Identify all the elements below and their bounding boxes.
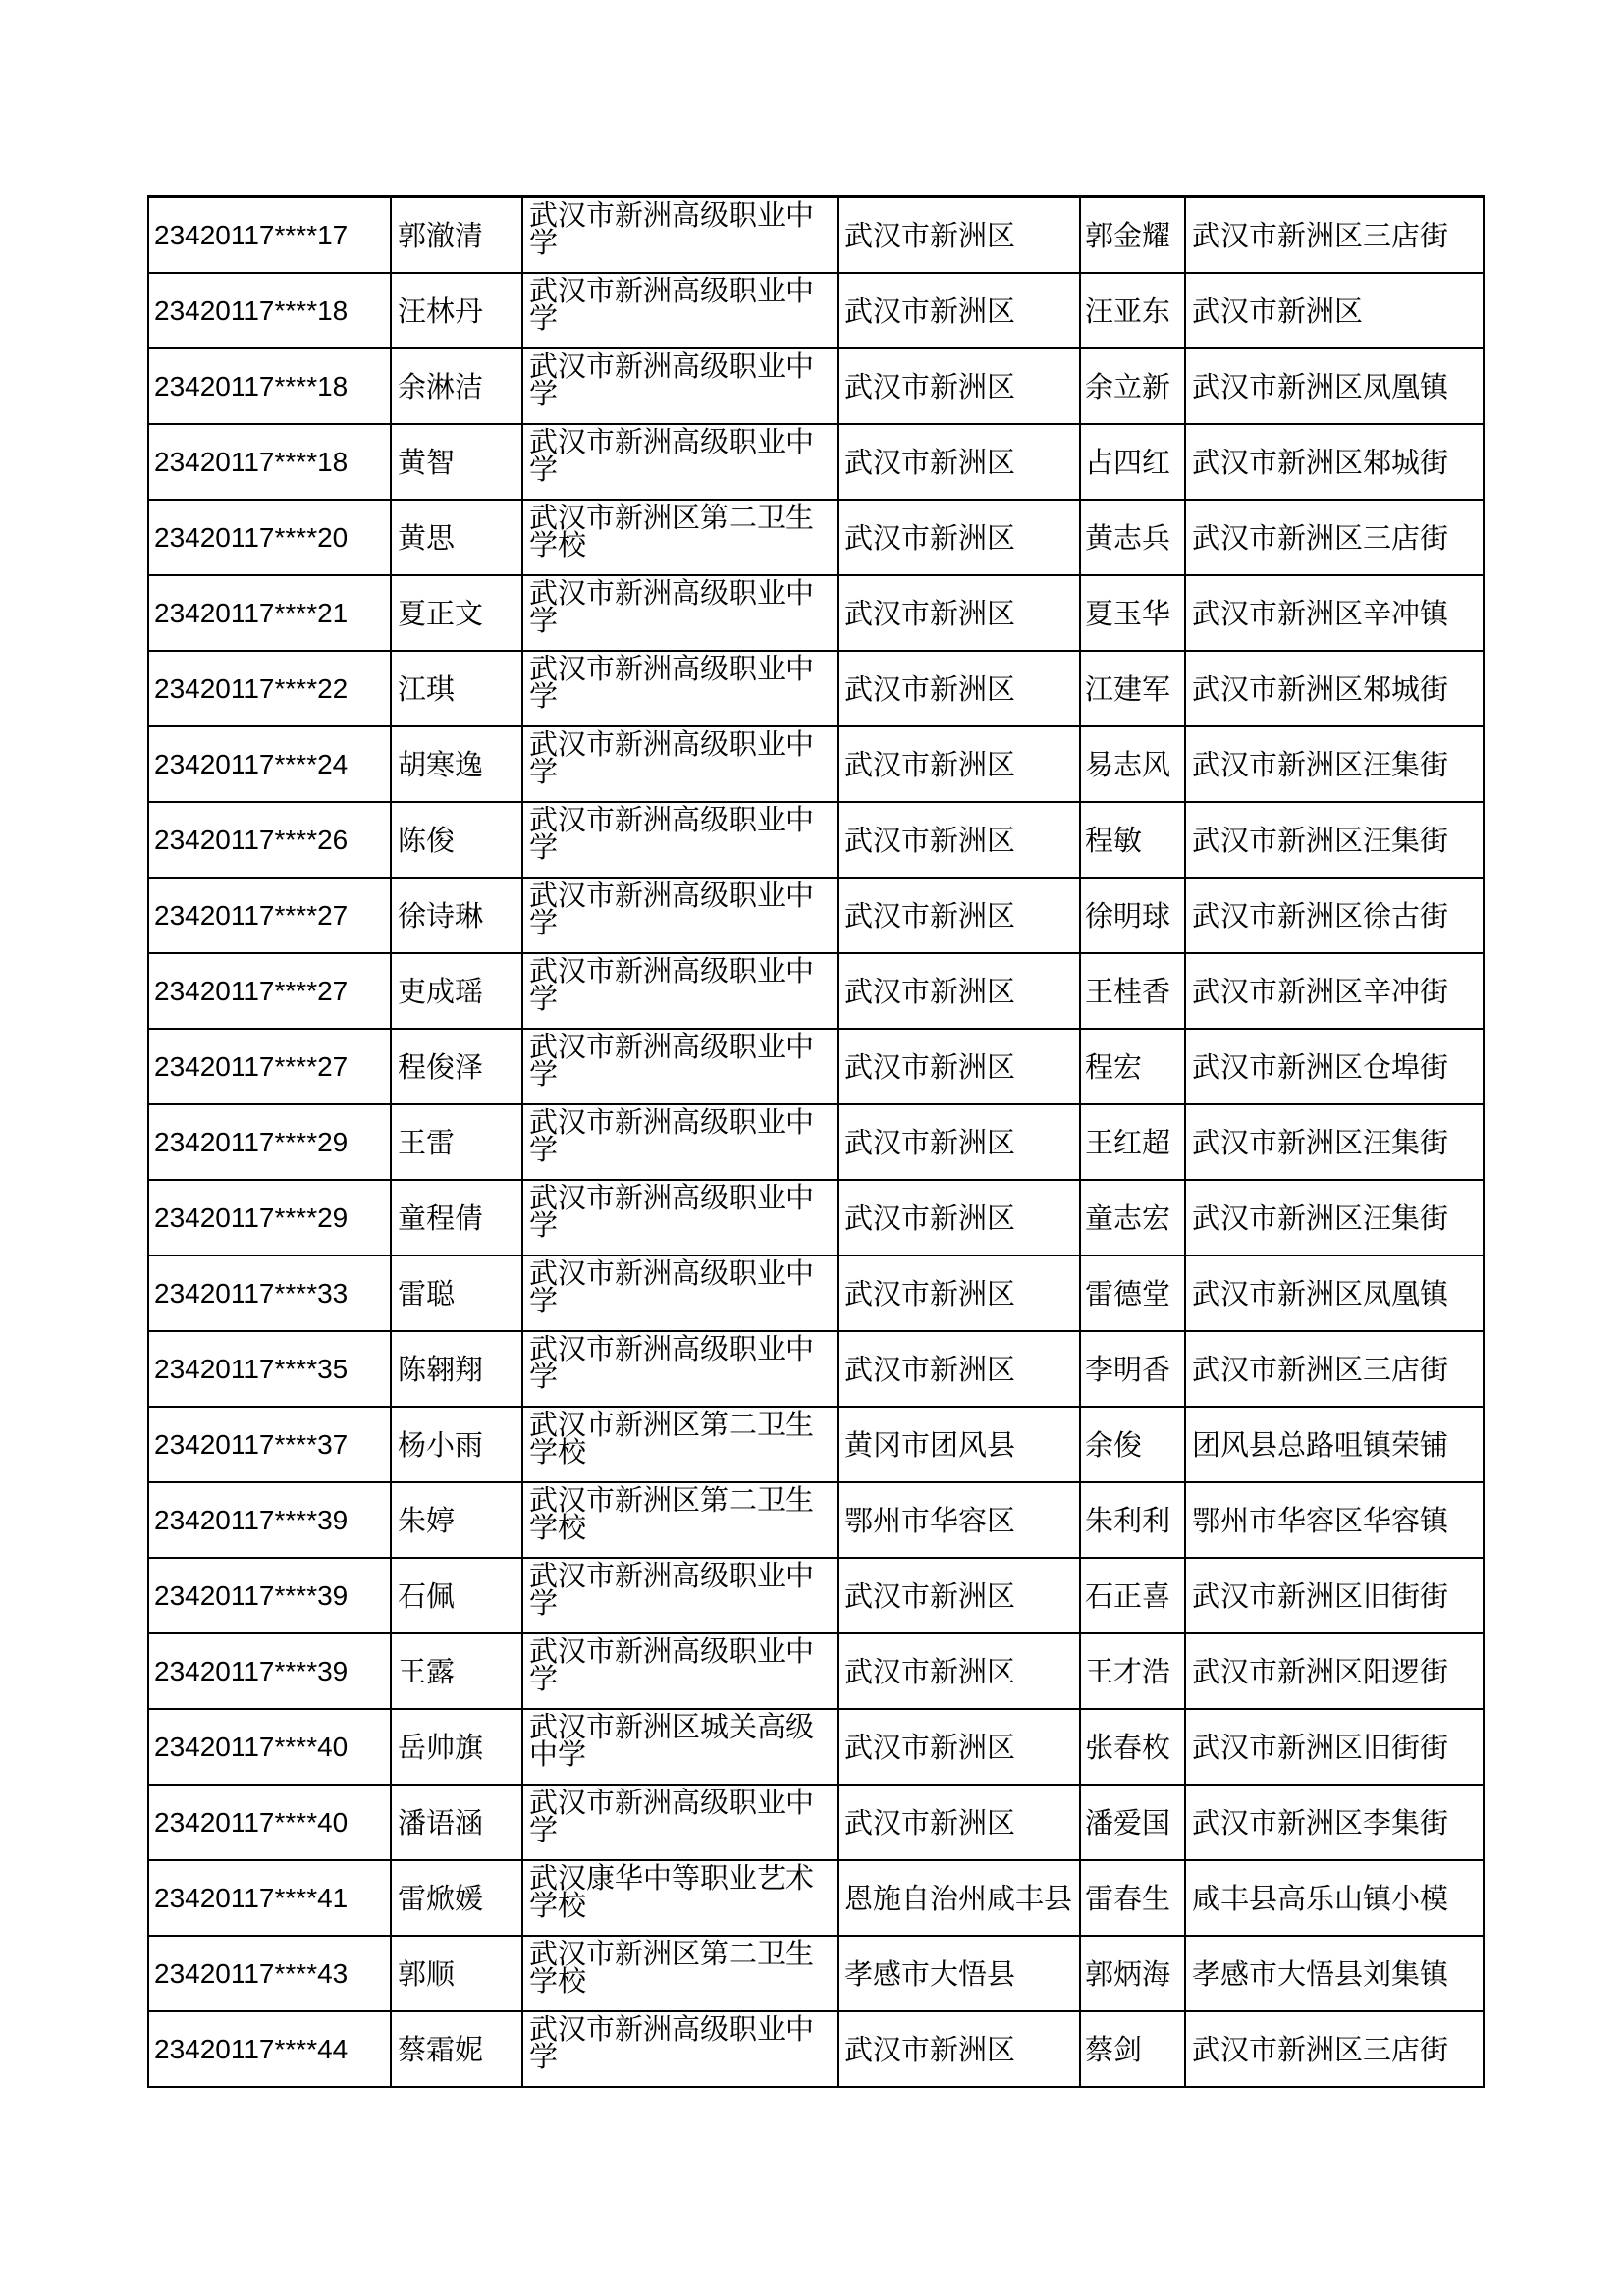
cell-school: 武汉市新洲高级职业中学 (522, 651, 838, 726)
cell-name: 郭澈清 (391, 197, 522, 274)
cell-parent: 占四红 (1080, 424, 1185, 500)
cell-address: 武汉市新洲区三店街 (1185, 500, 1484, 575)
cell-school: 武汉市新洲区第二卫生学校 (522, 1936, 838, 2011)
cell-school: 武汉市新洲高级职业中学 (522, 1785, 838, 1860)
cell-address: 武汉市新洲区徐古街 (1185, 878, 1484, 953)
cell-school: 武汉市新洲高级职业中学 (522, 273, 838, 348)
cell-parent: 王红超 (1080, 1104, 1185, 1180)
cell-name: 胡寒逸 (391, 726, 522, 802)
table-row (148, 1785, 1484, 1860)
cell-id: 23420117****39 (148, 1558, 391, 1633)
table-row (148, 273, 1484, 348)
cell-id: 23420117****29 (148, 1180, 391, 1255)
cell-region: 武汉市新洲区 (838, 1180, 1080, 1255)
cell-parent: 余立新 (1080, 348, 1185, 424)
cell-region: 武汉市新洲区 (838, 1104, 1080, 1180)
cell-name: 雷焮媛 (391, 1860, 522, 1936)
cell-parent: 雷春生 (1080, 1860, 1185, 1936)
cell-id: 23420117****41 (148, 1860, 391, 1936)
cell-region: 武汉市新洲区 (838, 2011, 1080, 2087)
cell-parent: 汪亚东 (1080, 273, 1185, 348)
cell-parent: 王才浩 (1080, 1633, 1185, 1709)
table-row (148, 500, 1484, 575)
cell-address: 武汉市新洲区邾城街 (1185, 424, 1484, 500)
cell-address: 武汉市新洲区汪集街 (1185, 802, 1484, 878)
cell-id: 23420117****40 (148, 1709, 391, 1785)
cell-name: 王雷 (391, 1104, 522, 1180)
cell-school: 武汉市新洲高级职业中学 (522, 424, 838, 500)
cell-id: 23420117****39 (148, 1633, 391, 1709)
student-table (147, 195, 1485, 2088)
cell-parent: 雷德堂 (1080, 1255, 1185, 1331)
cell-address: 武汉市新洲区辛冲街 (1185, 953, 1484, 1029)
cell-region: 武汉市新洲区 (838, 802, 1080, 878)
cell-address: 武汉市新洲区凤凰镇 (1185, 1255, 1484, 1331)
cell-id: 23420117****29 (148, 1104, 391, 1180)
cell-name: 吏成瑶 (391, 953, 522, 1029)
cell-school: 武汉市新洲高级职业中学 (522, 348, 838, 424)
cell-name: 黄思 (391, 500, 522, 575)
cell-address: 武汉市新洲区三店街 (1185, 2011, 1484, 2087)
cell-region: 武汉市新洲区 (838, 1633, 1080, 1709)
cell-address: 咸丰县高乐山镇小模 (1185, 1860, 1484, 1936)
cell-address: 武汉市新洲区三店街 (1185, 197, 1484, 274)
cell-parent: 蔡剑 (1080, 2011, 1185, 2087)
cell-parent: 黄志兵 (1080, 500, 1185, 575)
cell-address: 武汉市新洲区李集街 (1185, 1785, 1484, 1860)
cell-parent: 王桂香 (1080, 953, 1185, 1029)
cell-name: 杨小雨 (391, 1407, 522, 1482)
cell-name: 江琪 (391, 651, 522, 726)
cell-region: 孝感市大悟县 (838, 1936, 1080, 2011)
cell-id: 23420117****17 (148, 197, 391, 274)
cell-name: 蔡霜妮 (391, 2011, 522, 2087)
cell-region: 武汉市新洲区 (838, 197, 1080, 274)
cell-school: 武汉市新洲高级职业中学 (522, 1633, 838, 1709)
table-row (148, 1936, 1484, 2011)
cell-id: 23420117****20 (148, 500, 391, 575)
table-row (148, 1104, 1484, 1180)
cell-address: 武汉市新洲区仓埠街 (1185, 1029, 1484, 1104)
cell-address: 武汉市新洲区旧街街 (1185, 1709, 1484, 1785)
cell-region: 鄂州市华容区 (838, 1482, 1080, 1558)
cell-id: 23420117****18 (148, 273, 391, 348)
cell-school: 武汉市新洲区第二卫生学校 (522, 500, 838, 575)
table-row (148, 1331, 1484, 1407)
cell-id: 23420117****33 (148, 1255, 391, 1331)
cell-name: 夏正文 (391, 575, 522, 651)
cell-region: 武汉市新洲区 (838, 1709, 1080, 1785)
cell-id: 23420117****37 (148, 1407, 391, 1482)
cell-school: 武汉市新洲高级职业中学 (522, 1558, 838, 1633)
cell-parent: 易志风 (1080, 726, 1185, 802)
cell-name: 汪林丹 (391, 273, 522, 348)
cell-school: 武汉市新洲区城关高级中学 (522, 1709, 838, 1785)
cell-name: 童程倩 (391, 1180, 522, 1255)
cell-region: 武汉市新洲区 (838, 878, 1080, 953)
cell-region: 武汉市新洲区 (838, 726, 1080, 802)
cell-region: 恩施自治州咸丰县 (838, 1860, 1080, 1936)
cell-id: 23420117****18 (148, 348, 391, 424)
cell-parent: 张春枚 (1080, 1709, 1185, 1785)
cell-name: 石佩 (391, 1558, 522, 1633)
cell-school: 武汉市新洲高级职业中学 (522, 878, 838, 953)
cell-address: 孝感市大悟县刘集镇 (1185, 1936, 1484, 2011)
cell-id: 23420117****26 (148, 802, 391, 878)
cell-name: 陈翱翔 (391, 1331, 522, 1407)
cell-id: 23420117****40 (148, 1785, 391, 1860)
cell-id: 23420117****21 (148, 575, 391, 651)
cell-address: 武汉市新洲区汪集街 (1185, 1180, 1484, 1255)
cell-id: 23420117****27 (148, 878, 391, 953)
cell-name: 陈俊 (391, 802, 522, 878)
cell-region: 武汉市新洲区 (838, 575, 1080, 651)
cell-region: 武汉市新洲区 (838, 1558, 1080, 1633)
cell-id: 23420117****35 (148, 1331, 391, 1407)
cell-school: 武汉市新洲高级职业中学 (522, 802, 838, 878)
cell-region: 武汉市新洲区 (838, 1331, 1080, 1407)
table-row (148, 953, 1484, 1029)
cell-region: 武汉市新洲区 (838, 651, 1080, 726)
cell-school: 武汉市新洲高级职业中学 (522, 1029, 838, 1104)
cell-parent: 程敏 (1080, 802, 1185, 878)
cell-parent: 程宏 (1080, 1029, 1185, 1104)
cell-parent: 江建军 (1080, 651, 1185, 726)
cell-school: 武汉市新洲区第二卫生学校 (522, 1482, 838, 1558)
table-row (148, 1709, 1484, 1785)
cell-parent: 石正喜 (1080, 1558, 1185, 1633)
cell-parent: 朱利利 (1080, 1482, 1185, 1558)
cell-school: 武汉市新洲高级职业中学 (522, 726, 838, 802)
cell-id: 23420117****27 (148, 953, 391, 1029)
table-row (148, 1633, 1484, 1709)
cell-region: 武汉市新洲区 (838, 1785, 1080, 1860)
cell-address: 武汉市新洲区阳逻街 (1185, 1633, 1484, 1709)
cell-address: 武汉市新洲区邾城街 (1185, 651, 1484, 726)
cell-address: 鄂州市华容区华容镇 (1185, 1482, 1484, 1558)
table-row (148, 1029, 1484, 1104)
table-row (148, 2011, 1484, 2087)
table-row (148, 424, 1484, 500)
table-body (148, 197, 1484, 2088)
cell-id: 23420117****39 (148, 1482, 391, 1558)
cell-name: 岳帅旗 (391, 1709, 522, 1785)
cell-region: 武汉市新洲区 (838, 424, 1080, 500)
cell-parent: 徐明球 (1080, 878, 1185, 953)
cell-school: 武汉市新洲高级职业中学 (522, 2011, 838, 2087)
cell-school: 武汉市新洲高级职业中学 (522, 197, 838, 274)
cell-parent: 李明香 (1080, 1331, 1185, 1407)
cell-name: 程俊泽 (391, 1029, 522, 1104)
cell-address: 武汉市新洲区三店街 (1185, 1331, 1484, 1407)
cell-region: 武汉市新洲区 (838, 500, 1080, 575)
cell-school: 武汉市新洲高级职业中学 (522, 1180, 838, 1255)
cell-name: 徐诗琳 (391, 878, 522, 953)
cell-school: 武汉市新洲高级职业中学 (522, 1331, 838, 1407)
table-row (148, 1860, 1484, 1936)
cell-school: 武汉市新洲高级职业中学 (522, 953, 838, 1029)
table-row (148, 802, 1484, 878)
cell-name: 潘语涵 (391, 1785, 522, 1860)
cell-region: 黄冈市团风县 (838, 1407, 1080, 1482)
cell-address: 武汉市新洲区旧街街 (1185, 1558, 1484, 1633)
table-row (148, 1255, 1484, 1331)
cell-name: 雷聪 (391, 1255, 522, 1331)
cell-school: 武汉康华中等职业艺术学校 (522, 1860, 838, 1936)
cell-parent: 余俊 (1080, 1407, 1185, 1482)
cell-name: 黄智 (391, 424, 522, 500)
cell-name: 余淋洁 (391, 348, 522, 424)
cell-region: 武汉市新洲区 (838, 273, 1080, 348)
table-row (148, 575, 1484, 651)
cell-region: 武汉市新洲区 (838, 1029, 1080, 1104)
cell-school: 武汉市新洲区第二卫生学校 (522, 1407, 838, 1482)
table-row (148, 1558, 1484, 1633)
cell-school: 武汉市新洲高级职业中学 (522, 1104, 838, 1180)
cell-address: 团风县总路咀镇荣铺 (1185, 1407, 1484, 1482)
cell-parent: 郭金耀 (1080, 197, 1185, 274)
cell-region: 武汉市新洲区 (838, 348, 1080, 424)
table-row (148, 197, 1484, 274)
table-row (148, 726, 1484, 802)
table-row (148, 348, 1484, 424)
cell-address: 武汉市新洲区汪集街 (1185, 1104, 1484, 1180)
cell-region: 武汉市新洲区 (838, 1255, 1080, 1331)
cell-id: 23420117****44 (148, 2011, 391, 2087)
cell-id: 23420117****22 (148, 651, 391, 726)
table-row (148, 1180, 1484, 1255)
cell-region: 武汉市新洲区 (838, 953, 1080, 1029)
cell-address: 武汉市新洲区辛冲镇 (1185, 575, 1484, 651)
cell-name: 王露 (391, 1633, 522, 1709)
table-row (148, 1482, 1484, 1558)
cell-school: 武汉市新洲高级职业中学 (522, 1255, 838, 1331)
cell-parent: 郭炳海 (1080, 1936, 1185, 2011)
cell-id: 23420117****18 (148, 424, 391, 500)
cell-school: 武汉市新洲高级职业中学 (522, 575, 838, 651)
cell-parent: 夏玉华 (1080, 575, 1185, 651)
cell-address: 武汉市新洲区汪集街 (1185, 726, 1484, 802)
cell-parent: 潘爱国 (1080, 1785, 1185, 1860)
cell-address: 武汉市新洲区凤凰镇 (1185, 348, 1484, 424)
table-row (148, 878, 1484, 953)
cell-address: 武汉市新洲区 (1185, 273, 1484, 348)
cell-name: 朱婷 (391, 1482, 522, 1558)
cell-id: 23420117****27 (148, 1029, 391, 1104)
cell-id: 23420117****43 (148, 1936, 391, 2011)
cell-name: 郭顺 (391, 1936, 522, 2011)
table-row (148, 651, 1484, 726)
cell-parent: 童志宏 (1080, 1180, 1185, 1255)
table-row (148, 1407, 1484, 1482)
cell-id: 23420117****24 (148, 726, 391, 802)
